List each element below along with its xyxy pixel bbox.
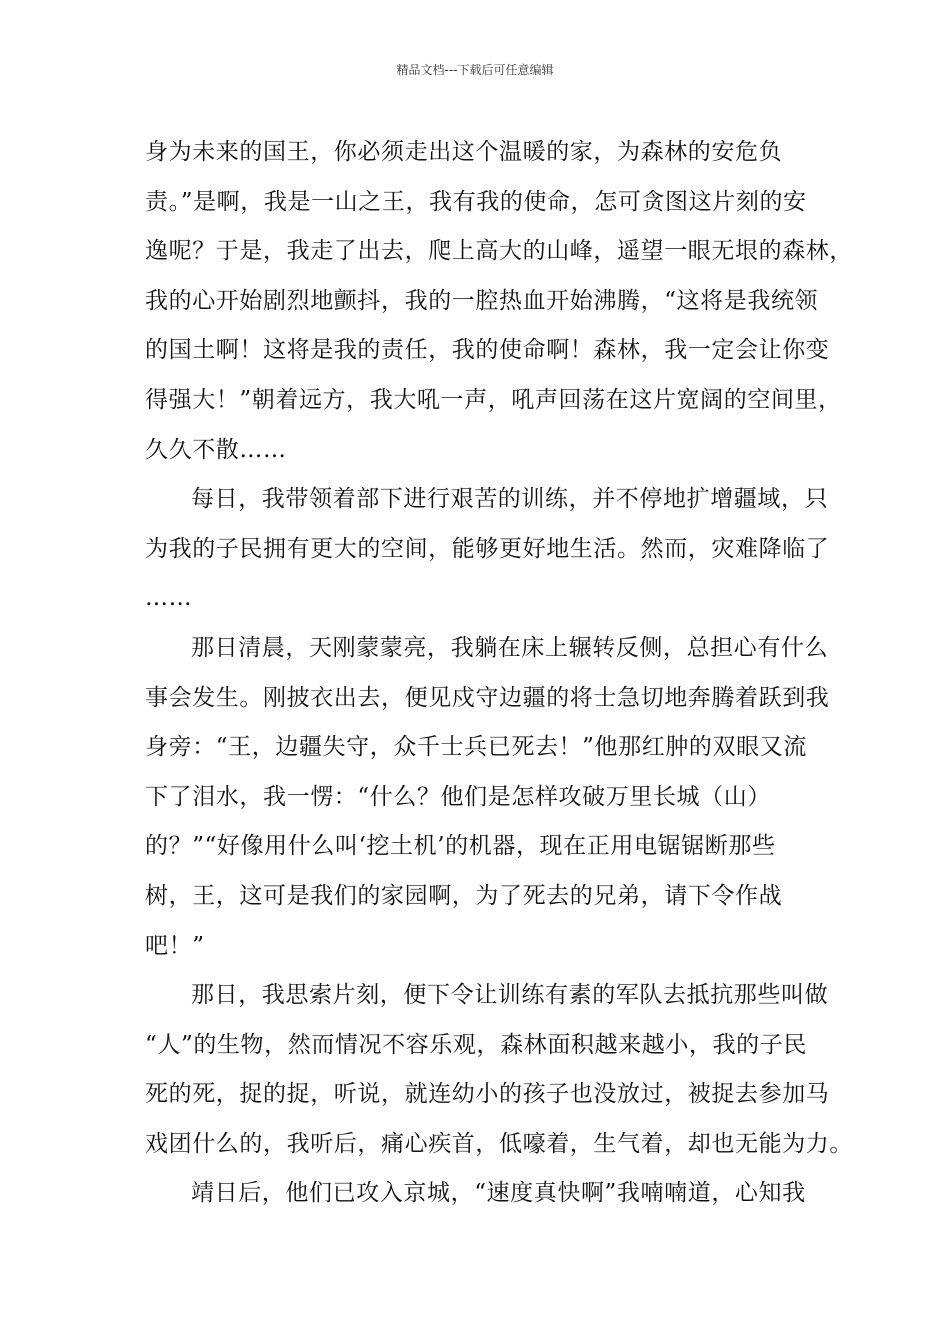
text-line: 下了泪水，我一愣：“什么？他们是怎样攻破万里长城（山） (145, 783, 771, 810)
page-header: 精品文档---下载后可任意编辑 (396, 63, 554, 77)
paragraph-2 (145, 475, 830, 624)
text-line: 事会发生。刚披衣出去，便见戍守边疆的将士急切地奔腾着跃到我 (145, 684, 830, 711)
text-line: 身旁：“王，边疆失守，众千士兵已死去！”他那红肿的双眼又流 (145, 734, 807, 761)
paragraph-4 (145, 971, 853, 1169)
text-line: …… (145, 585, 193, 612)
text-line: 戏团什么的，我听后，痛心疾首，低嚎着，生气着，却也无能为力。 (145, 1130, 853, 1157)
text-line: 我的心开始剧烈地颤抖，我的一腔热血开始沸腾，“这将是我统领 (145, 287, 819, 314)
text-line: 得强大！”朝着远方，我大吼一声，吼声回荡在这片宽阔的空间里， (145, 386, 842, 413)
text-line: 的国土啊！这将是我的责任，我的使命啊！森林，我一定会让你变 (145, 337, 830, 364)
paragraph-3 (145, 624, 830, 971)
text-line: 为我的子民拥有更大的空间，能够更好地生活。然而，灾难降临了 (145, 535, 830, 562)
text-line: 久久不散…… (145, 436, 287, 463)
paragraph-1 (145, 128, 853, 475)
text-line: 树，王，这可是我们的家园啊，为了死去的兄弟，请下令作战 (145, 882, 783, 909)
text-line: “人”的生物，然而情况不容乐观，森林面积越来越小，我的子民 (145, 1031, 807, 1058)
document-body (145, 128, 853, 1219)
text-line: 每日，我带领着部下进行艰苦的训练，并不停地扩增疆域，只 (191, 486, 829, 513)
text-line: 的？”“好像用什么叫‘挖土机’的机器，现在正用电锯锯断那些 (145, 833, 776, 860)
text-line: 吧！” (145, 932, 205, 959)
text-line: 那日清晨，天刚蒙蒙亮，我躺在床上辗转反侧，总担心有什么 (191, 634, 829, 661)
text-line: 靖日后，他们已攻入京城，“速度真快啊”我喃喃道，心知我 (191, 1180, 806, 1207)
text-line: 责。”是啊，我是一山之王，我有我的使命，怎可贪图这片刻的安 (145, 188, 807, 215)
text-line: 身为未来的国王，你必须走出这个温暖的家，为森林的安危负 (145, 139, 783, 165)
text-line: 死的死，捉的捉，听说，就连幼小的孩子也没放过，被捉去参加马 (145, 1081, 830, 1108)
text-line: 那日，我思索片刻，便下令让训练有素的军队去抵抗那些叫做 (191, 982, 829, 1009)
paragraph-5 (145, 1169, 808, 1219)
text-line: 逸呢？于是，我走了出去，爬上高大的山峰，遥望一眼无垠的森林， (145, 238, 853, 265)
